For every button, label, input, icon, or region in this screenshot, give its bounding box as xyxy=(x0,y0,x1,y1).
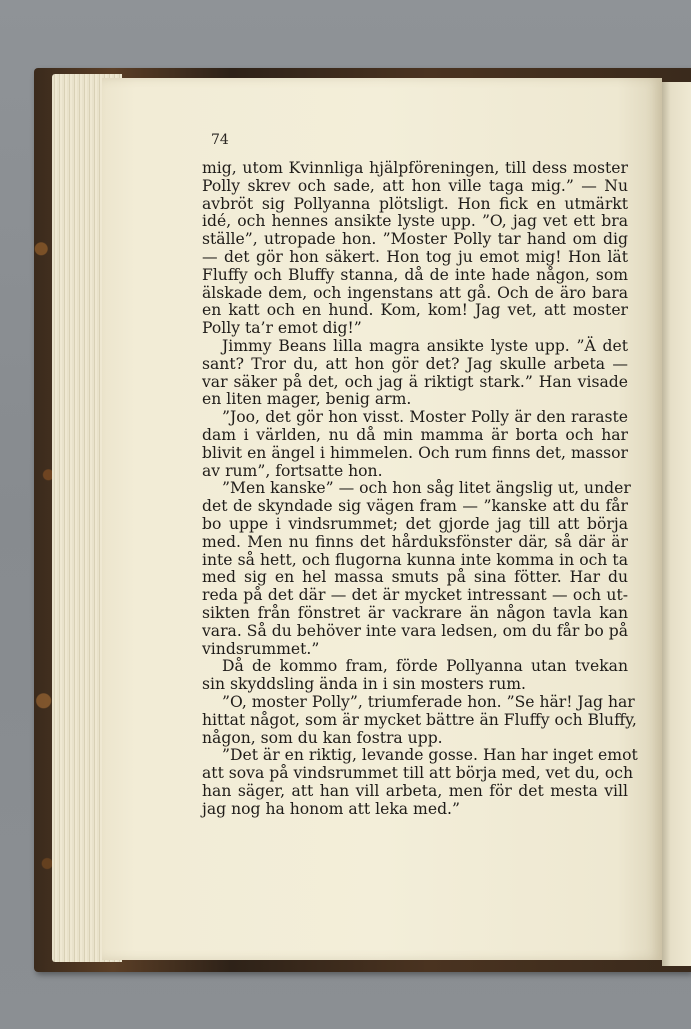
text-line: han säger, att han vill arbeta, men för det mesta vill xyxy=(202,781,628,800)
text-line: sikten från fönstret är vackrare än någon tavla kan xyxy=(202,603,628,622)
text-line: hittat något, som är mycket bättre än Fluffy och Bluffy, xyxy=(202,710,637,729)
text-line: en katt och en hund. Kom, kom! Jag vet, att moster xyxy=(202,301,628,320)
text-line: Då de kommo fram, förde Pollyanna utan tvekan xyxy=(222,657,628,676)
facing-page-edge xyxy=(662,82,691,966)
text-line: Polly ta’r emot dig!” xyxy=(202,319,362,338)
text-line: älskade dem, och ingenstans att gå. Och de äro bara xyxy=(202,283,628,302)
text-line: var säker på det, och jag ä riktigt stark.” Han visade xyxy=(202,372,628,391)
text-line: ställe”, utropade hon. ”Moster Polly tar hand om dig xyxy=(202,230,628,249)
text-line: av rum”, fortsatte hon. xyxy=(202,461,383,480)
text-line: Fluffy och Bluffy stanna, då de inte hade någon, som xyxy=(202,265,628,284)
text-line: det de skyndade sig vägen fram — ”kanske att du får xyxy=(202,497,628,516)
page-text xyxy=(202,159,638,818)
text-line: dam i världen, nu då min mamma är borta och har xyxy=(202,425,628,444)
text-line: idé, och hennes ansikte lyste upp. ”O, jag vet ett bra xyxy=(202,212,628,231)
text-line: ”Men kanske” — och hon såg litet ängslig ut, under xyxy=(222,479,631,498)
text-line: sant? Tror du, att hon gör det? Jag skulle arbeta — xyxy=(202,354,628,373)
text-line: bo uppe i vindsrummet; det gjorde jag till att börja xyxy=(202,514,628,533)
text-line: någon, som du kan fostra upp. xyxy=(202,728,443,747)
text-line: — det gör hon säkert. Hon tog ju emot mig! Hon lät xyxy=(202,247,628,266)
text-line: ”O, moster Polly”, triumferade hon. ”Se här! Jag har xyxy=(222,692,635,711)
text-line: en liten mager, benig arm. xyxy=(202,390,412,409)
text-line: avbröt sig Pollyanna plötsligt. Hon fick en utmärkt xyxy=(202,194,628,213)
text-line: blivit en ängel i himmelen. Och rum finns det, massor xyxy=(202,443,628,462)
page-number: 74 xyxy=(211,132,229,148)
text-line: ”Joo, det gör hon visst. Moster Polly är den raraste xyxy=(222,408,628,427)
text-line: Polly skrev och sade, att hon ville taga mig.” — Nu xyxy=(202,176,628,195)
text-line: att sova på vindsrummet till att börja med, vet du, och xyxy=(202,764,633,783)
text-line: vindsrummet.” xyxy=(202,639,320,658)
text-line: Jimmy Beans lilla magra ansikte lyste upp. ”Ä det xyxy=(222,336,628,355)
text-line: ”Det är en riktig, levande gosse. Han har inget emot xyxy=(222,746,638,765)
text-line: jag nog ha honom att leka med.” xyxy=(202,799,460,818)
text-line: sin skyddsling ända in i sin mosters rum. xyxy=(202,675,526,694)
text-line: vara. Så du behöver inte vara ledsen, om du får bo på xyxy=(202,621,628,640)
text-line: reda på det där — det är mycket intressant — och ut- xyxy=(202,586,628,605)
text-line: inte så hett, och flugorna kunna inte komma in och ta xyxy=(202,550,628,569)
text-line: med sig en hel massa smuts på sina fötter. Har du xyxy=(202,568,628,587)
text-line: med. Men nu finns det hårduksfönster där, så där är xyxy=(202,532,628,551)
text-line: mig, utom Kvinnliga hjälpföreningen, till dess moster xyxy=(202,159,628,177)
